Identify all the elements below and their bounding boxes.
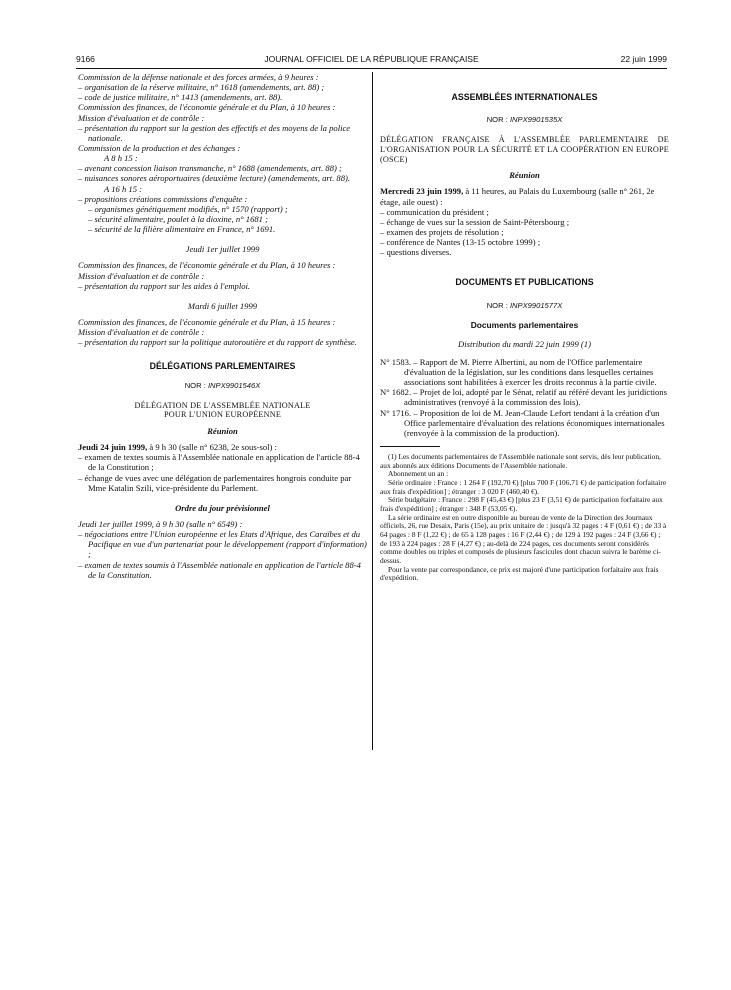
production-item: – propositions créations commissions d'enquête : xyxy=(78,193,248,204)
issue-date: 22 juin 1999 xyxy=(620,54,667,64)
nor-reference: NOR : INPX9901535X xyxy=(486,115,563,125)
meeting-item: – examen de textes soumis à l'Assemblée nationale en application de l'article 88-4 de la Constitution ; xyxy=(78,452,360,473)
left-column xyxy=(78,72,367,580)
production-time: A 16 h 15 : xyxy=(104,183,143,194)
day-heading: Mardi 6 juillet 1999 xyxy=(187,300,258,311)
defense-item: – code de justice militaire, n° 1413 (amendements, art. 88). xyxy=(78,92,283,103)
footnote-text: Série budgétaire : France : 298 F (45,43 €) [plus 23 F (3,51 €) de participation forfaitaire aux frais d'expédition] ; étranger : 348 F (53,05 €). xyxy=(380,495,663,513)
nor-reference: NOR : INPX9901546X xyxy=(184,380,261,390)
meeting-line: Mercredi 23 juin 1999, à 11 heures, au Palais du Luxembourg (salle n° 261, 2e étage, aile ouest) : xyxy=(380,186,655,207)
finances-item: – présentation du rapport sur la gestion des effectifs et des moyens de la police nationale. xyxy=(78,122,351,143)
document-entry: N° 1716. – Proposition de loi de M. Jean-Claude Lefort tendant à la création d'un Office parlementaire d'évaluation des relations économiques internationales (renvoyée à la commission de la production). xyxy=(380,407,665,438)
day-item: – présentation du rapport sur les aides à l'emploi. xyxy=(78,280,251,291)
finances-title: Commission des finances, de l'économie générale et du Plan, à 10 heures : xyxy=(78,102,336,113)
agenda-heading: Ordre du jour prévisionnel xyxy=(175,502,270,513)
mission-label: Mission d'évaluation et de contrôle : xyxy=(78,112,205,123)
footnote-rule xyxy=(380,446,440,447)
section-heading: DÉLÉGATIONS PARLEMENTAIRES xyxy=(149,361,296,372)
day-item: – présentation du rapport sur la politique autoroutière et du rapport de synthèse. xyxy=(78,337,357,348)
production-item: – nuisances sonores aéroportuaires (deuxième lecture) (amendements, art. 88). xyxy=(78,173,350,184)
distribution-line: Distribution du mardi 22 juin 1999 (1) xyxy=(458,338,591,349)
delegation-name: DÉLÉGATION FRANÇAISE À L'ASSEMBLÉE PARLEMENTAIRE DE L'ORGANISATION POUR LA SÉCURITÉ ET LA COOPÉRATION EN EUROPE (OSCE) xyxy=(380,135,669,164)
subsection-heading: Documents parlementaires xyxy=(470,319,579,330)
section-heading: DOCUMENTS ET PUBLICATIONS xyxy=(455,277,594,288)
defense-title: Commission de la défense nationale et des forces armées, à 9 heures : xyxy=(78,72,319,82)
defense-item: – organisation de la réserve militaire, n° 1618 (amendements, art. 88) ; xyxy=(78,82,325,93)
nor-reference: NOR : INPX9901577X xyxy=(486,300,563,310)
agenda-item: – examen de textes soumis à l'Assemblée nationale en application de l'article 88-4 de la Constitution. xyxy=(78,559,361,580)
day-title: Commission des finances, de l'économie générale et du Plan, à 15 heures : xyxy=(78,316,336,327)
journal-title: JOURNAL OFFICIEL DE LA RÉPUBLIQUE FRANÇAISE xyxy=(264,54,479,64)
meeting-item: – examen des projets de résolution ; xyxy=(380,227,504,238)
mission-label: Mission d'évaluation et de contrôle : xyxy=(78,270,205,281)
production-title: Commission de la production et des échanges : xyxy=(78,142,241,153)
day-heading: Jeudi 1er juillet 1999 xyxy=(185,244,260,255)
right-column xyxy=(380,72,669,583)
production-subitem: – organismes génétiquement modifiés, n° 1570 (rapport) ; xyxy=(88,203,288,214)
delegation-name: POUR L'UNION EUROPÉENNE xyxy=(163,410,282,420)
meeting-item: – communication du président ; xyxy=(380,206,489,217)
production-time: A 8 h 15 : xyxy=(104,153,138,164)
footnote xyxy=(380,453,669,583)
production-item: – avenant concession liaison transmanche, n° 1688 (amendements, art. 88) ; xyxy=(78,163,342,174)
agenda-item: – négociations entre l'Union européenne et les Etats d'Afrique, des Caraïbes et du Pacifique en vue d'un partenariat pour le développement (rapport d'information) ; xyxy=(78,529,367,560)
meeting-line: Jeudi 24 juin 1999, à 9 h 30 (salle n° 6238, 2e sous-sol) : xyxy=(78,442,277,453)
production-subitem: – sécurité alimentaire, poulet à la dioxine, n° 1681 ; xyxy=(88,213,268,224)
footnote-text: Abonnement un an : xyxy=(388,469,449,479)
meeting-item: – échange de vues avec une délégation de parlementaires hongrois conduite par Mme Katalin Szili, vice-présidente du Parlement. xyxy=(78,472,352,493)
agenda-date: Jeudi 1er juillet 1999, à 9 h 30 (salle n° 6549) : xyxy=(78,519,243,530)
meeting-item: – conférence de Nantes (13-15 octobre 1999) ; xyxy=(380,237,541,248)
section-heading: ASSEMBLÉES INTERNATIONALES xyxy=(451,92,598,102)
delegation-name: DÉLÉGATION DE L'ASSEMBLÉE NATIONALE xyxy=(134,400,311,410)
header-rule xyxy=(76,68,667,69)
page-header xyxy=(76,54,667,66)
footnote-text: La série ordinaire est en outre disponible au bureau de vente de la Direction des Journaux officiels, 26, rue Desaix, Paris (15e), au prix unitaire de : jusqu'à 32 pages : 4 F (0,61 €) ; de 33 à 64 pages : 8 F (1,22 €) ; de 65 à 128 pages : 16 F (2,44 €) ; de 129 à 192 pages : 24 F (3,66 €) ; de 193 à 224 pages : 28 F (4,27 €) ; au-delà de 224 pages, ces documents seront considérés comme doubles ou triples et composés de plusieurs fascicules dont chacun suivra le barème ci-dessus. xyxy=(380,512,667,565)
page-number: 9166 xyxy=(76,54,95,64)
footnote-text: Pour la vente par correspondance, ce prix est majoré d'une participation forfaitaire aux frais d'expédition. xyxy=(380,564,659,583)
reunion-heading: Réunion xyxy=(207,426,238,437)
document-entry: N° 1583. – Rapport de M. Pierre Albertini, au nom de l'Office parlementaire d'évaluation de la législation, sur les conditions dans lesquelles certaines associations sont habilitées à exercer les droits reconnus à la partie civile. xyxy=(380,356,657,388)
footnote-text: (1) Les documents parlementaires de l'Assemblée nationale sont servis, dès leur publication, aux abonnés aux éditions Documents de l'Assemblée nationale. xyxy=(380,451,661,470)
day-title: Commission des finances, de l'économie générale et du Plan, à 10 heures : xyxy=(78,260,336,271)
mission-label: Mission d'évaluation et de contrôle : xyxy=(78,327,205,338)
production-subitem: – sécurité de la filière alimentaire en France, n° 1691. xyxy=(88,224,276,235)
column-divider xyxy=(372,72,373,750)
reunion-heading: Réunion xyxy=(509,170,540,181)
document-entry: N° 1682. – Projet de loi, adopté par le Sénat, relatif au référé devant les juridictions administratives (renvoyé à la commission des lois). xyxy=(380,387,667,408)
meeting-item: – questions diverses. xyxy=(380,247,452,258)
footnote-text: Série ordinaire : France : 1 264 F (192,70 €) [plus 700 F (106,71 €) de participation forfaitaire aux frais d'expédition] ; étranger : 3 020 F (460,40 €). xyxy=(380,477,667,496)
meeting-item: – échange de vues sur la session de Saint-Pétersbourg ; xyxy=(380,216,570,227)
